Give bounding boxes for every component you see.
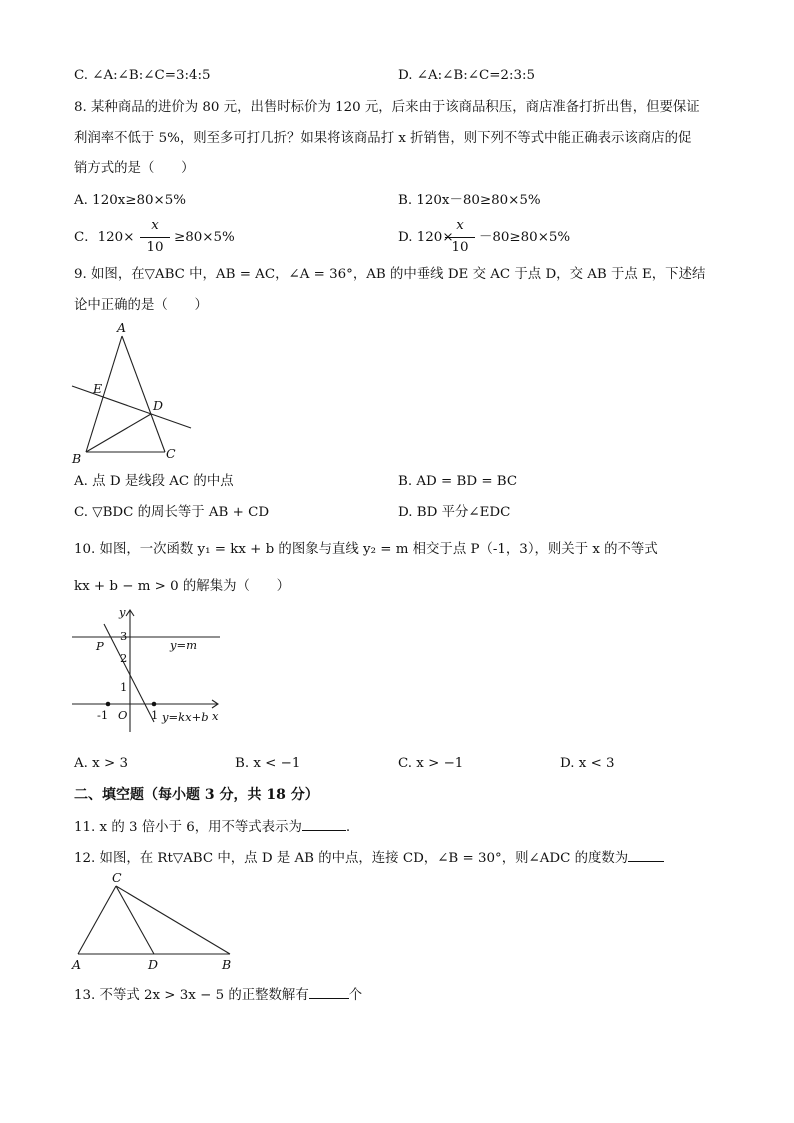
q10-graph-figure: [66, 604, 226, 744]
q10-tick-pos1: 1: [151, 708, 159, 722]
q8-option-c-frac-num: x: [151, 218, 159, 233]
q10-option-c: C. x > −1: [398, 756, 464, 771]
q10-tick-2: 2: [120, 651, 128, 665]
q10-point-neg1: [106, 702, 111, 707]
q11-answer-blank[interactable]: [302, 816, 346, 831]
q9-option-a: A. 点 D 是线段 AC 的中点: [74, 474, 234, 489]
q9-label-a: A: [117, 320, 127, 335]
q7-option-c: C. ∠A:∠B:∠C=3:4:5: [74, 68, 211, 83]
q10-option-b: B. x < −1: [235, 756, 301, 771]
q8-stem-line1: 8. 某种商品的进价为 80 元，出售时标价为 120 元，后来由于该商品积压，商店准备打折出售，但要保证: [74, 100, 700, 115]
q12-label-c: C: [112, 870, 122, 885]
q10-stem-line2: kx + b − m > 0 的解集为（ ）: [74, 579, 291, 594]
q9-label-b: B: [72, 451, 82, 466]
q11-tail: .: [345, 820, 351, 835]
q9-label-e: E: [93, 381, 103, 396]
q10-tick-3: 3: [120, 629, 128, 643]
q13-answer-blank[interactable]: [309, 984, 349, 999]
q8-option-c-prefix: C．120×: [74, 230, 135, 245]
q10-tick-neg1: -1: [97, 708, 109, 722]
q8-option-d-prefix: D. 120×: [398, 230, 454, 245]
q10-option-d: D. x < 3: [560, 756, 615, 771]
q7-option-d: D. ∠A:∠B:∠C=2:3:5: [398, 68, 536, 83]
q10-label-line-m: y=m: [170, 638, 198, 652]
q10-option-a: A. x > 3: [74, 756, 128, 771]
q8-option-d-frac-num: x: [456, 218, 464, 233]
q13-line: [74, 984, 362, 1006]
q9-option-d: D. BD 平分∠EDC: [398, 505, 511, 520]
q8-option-b: B. 120x－80≥80×5%: [398, 193, 541, 208]
q9-label-c: C: [166, 446, 176, 461]
q8-option-c-frac-den: 10: [146, 240, 164, 255]
q8-option-d-frac-den: 10: [451, 240, 469, 255]
q12-side-cb: [116, 886, 230, 954]
q10-point-pos1: [152, 702, 157, 707]
q10-label-y: y: [119, 605, 126, 619]
q9-side-ac: [122, 336, 165, 452]
q12-triangle-figure: [66, 872, 236, 972]
q10-label-line-kx-b: y=kx+b: [162, 710, 209, 724]
q12-answer-blank[interactable]: [628, 847, 664, 862]
q12-side-ac: [78, 886, 116, 954]
q13-text: 13. 不等式 2x > 3x − 5 的正整数解有: [74, 988, 309, 1003]
q12-text: 12. 如图，在 Rt▽ABC 中，点 D 是 AB 的中点，连接 CD，∠B = 30°，则∠ADC 的度数为: [74, 851, 629, 866]
q12-label-a: A: [72, 957, 82, 972]
q9-option-b: B. AD = BD = BC: [398, 474, 518, 489]
q12-label-d: D: [148, 957, 159, 972]
q11-line: [74, 816, 350, 838]
section-fill-in-heading: 二、填空题（每小题 3 分，共 18 分）: [74, 787, 319, 803]
q10-tick-1: 1: [120, 680, 128, 694]
q11-text: 11. x 的 3 倍小于 6，用不等式表示为: [74, 820, 302, 835]
q10-label-origin: O: [118, 708, 128, 722]
q12-line: [74, 847, 664, 869]
q9-option-c: C. ▽BDC 的周长等于 AB + CD: [74, 505, 270, 520]
q10-label-x: x: [212, 709, 219, 723]
q10-line-y-kx-b: [104, 624, 154, 722]
q12-label-b: B: [222, 957, 232, 972]
q12-segment-cd: [116, 886, 154, 954]
q8-option-a: A. 120x≥80×5%: [74, 193, 187, 208]
q9-triangle-figure: [66, 318, 206, 468]
q8-stem-line2: 利润率不低于 5%，则至多可打几折？如果将该商品打 x 折销售，则下列不等式中能正确表示该商店的促: [74, 131, 692, 146]
q10-label-p: P: [96, 639, 104, 653]
q10-stem-line1: 10. 如图，一次函数 y₁ = kx + b 的图象与直线 y₂ = m 相交于点 P（-1，3），则关于 x 的不等式: [74, 542, 658, 557]
q8-stem-line3: 销方式的是（ ）: [74, 161, 195, 176]
q8-option-c-suffix: ≥80×5%: [174, 230, 235, 245]
q9-perpendicular-bisector: [72, 386, 191, 428]
q8-option-d-suffix: －80≥80×5%: [479, 230, 571, 245]
q9-stem-line2: 论中正确的是（ ）: [74, 298, 208, 313]
q13-tail: 个: [348, 988, 363, 1003]
q9-label-d: D: [153, 398, 164, 413]
q9-stem-line1: 9. 如图，在▽ABC 中，AB = AC，∠A = 36°，AB 的中垂线 DE 交 AC 于点 D，交 AB 于点 E，下述结: [74, 267, 706, 282]
